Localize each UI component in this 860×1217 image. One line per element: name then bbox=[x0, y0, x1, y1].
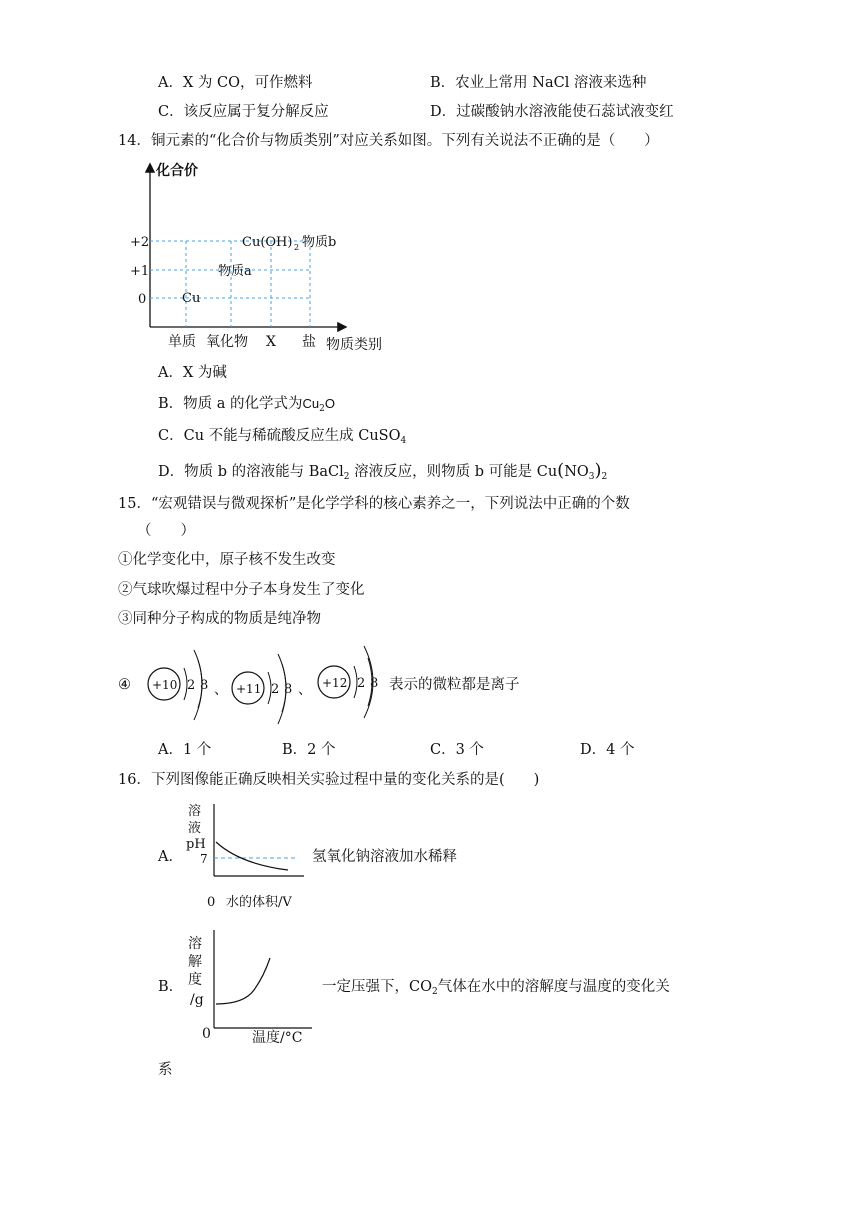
q16-graph-a bbox=[180, 798, 310, 890]
q14-valence-chart bbox=[120, 155, 410, 355]
q13-option-a: A．X 为 CO，可作燃料 bbox=[158, 75, 313, 91]
q15-option-b: B．2 个 bbox=[282, 742, 336, 758]
q15-statement-4-text: 表示的微粒都是离子 bbox=[389, 677, 520, 693]
svg-text:+11: +11 bbox=[236, 682, 262, 696]
q14-option-d: D．物质 b 的溶液能与 BaCl$_2$ 溶液反应，则物质 b 可能是 $Cu(NO_3)_2$ bbox=[158, 460, 608, 482]
svg-text:2: 2 bbox=[357, 676, 366, 691]
svg-text:/g: /g bbox=[190, 992, 204, 1008]
q14-xtick-salt: 盐 bbox=[302, 334, 316, 350]
q14-point-a: 物质a bbox=[218, 264, 252, 279]
q14-x-label: 物质类别 bbox=[326, 337, 382, 353]
q16-option-b-text-wrap: 系 bbox=[158, 1062, 173, 1078]
q16-option-b-label: B． bbox=[158, 979, 184, 995]
q15-option-c: C．3 个 bbox=[430, 742, 484, 758]
q14-xtick-oxide: 氧化物 bbox=[206, 334, 248, 350]
q15-stem-paren: （ ） bbox=[137, 523, 195, 539]
q14-point-b: 物质b bbox=[302, 235, 337, 250]
atom-separator-2: 、 bbox=[298, 682, 312, 698]
q14-option-b: B．物质 a 的化学式为$Cu_2O$ bbox=[158, 396, 336, 414]
q15-statement-4-marker: ④ bbox=[118, 677, 131, 693]
svg-text:8: 8 bbox=[284, 682, 293, 697]
q16-option-b-text: 一定压强下，$CO_2$气体在水中的溶解度与温度的变化关 bbox=[322, 979, 670, 997]
q15-option-a: A．1 个 bbox=[158, 742, 212, 758]
svg-text:pH: pH bbox=[186, 837, 206, 852]
q15-statement-2: ②气球吹爆过程中分子本身发生了变化 bbox=[118, 582, 365, 598]
svg-text:8: 8 bbox=[370, 676, 379, 691]
svg-text:+10: +10 bbox=[152, 678, 178, 692]
q14-option-c: C．Cu 不能与稀硫酸反应生成 CuSO$_4$ bbox=[158, 428, 407, 446]
q14-grid bbox=[150, 241, 310, 327]
q15-atom-diagrams bbox=[134, 642, 394, 726]
q16-option-a-label: A． bbox=[158, 849, 183, 865]
q14-y-label: 化合价 bbox=[156, 163, 198, 179]
svg-text:0: 0 bbox=[202, 1026, 211, 1042]
q16-graph-a-xlabel: 水的体积/V bbox=[226, 895, 292, 910]
q16-graph-b-xlabel: 温度/°C bbox=[252, 1030, 303, 1046]
q13-option-d: D．过碳酸钠水溶液能使石蕊试液变红 bbox=[430, 104, 674, 120]
svg-text:解: 解 bbox=[188, 954, 202, 970]
svg-text:度: 度 bbox=[188, 972, 202, 988]
svg-text:+12: +12 bbox=[322, 676, 348, 690]
q14-tick-zero: 0 bbox=[138, 292, 147, 307]
q14-tick-plus1: +1 bbox=[130, 264, 150, 279]
q14-option-a: A．X 为碱 bbox=[158, 365, 227, 381]
q14-point-cuoh2: Cu(OH) bbox=[242, 235, 293, 250]
q14-point-cu: Cu bbox=[182, 291, 201, 306]
svg-text:7: 7 bbox=[200, 852, 208, 866]
svg-text:溶: 溶 bbox=[188, 804, 202, 819]
svg-text:8: 8 bbox=[200, 678, 209, 693]
q13-option-b: B．农业上常用 NaCl 溶液来选种 bbox=[430, 75, 647, 91]
q15-stem: 15．“宏观错误与微观探析”是化学学科的核心素养之一，下列说法中正确的个数 bbox=[118, 496, 630, 512]
q14-point-cuoh2-sub: 2 bbox=[294, 243, 300, 252]
q16-option-a-text: 氢氧化钠溶液加水稀释 bbox=[312, 849, 457, 865]
q13-option-c: C．该反应属于复分解反应 bbox=[158, 104, 329, 120]
q15-statement-3: ③同种分子构成的物质是纯净物 bbox=[118, 611, 321, 627]
q14-xtick-elemental: 单质 bbox=[168, 334, 196, 350]
q16-stem: 16．下列图像能正确反映相关实验过程中量的变化关系的是( ) bbox=[118, 772, 540, 788]
atom-separator-1: 、 bbox=[214, 682, 228, 698]
q16-graph-a-origin: 0 bbox=[207, 895, 216, 910]
atom-structure-3 bbox=[318, 646, 378, 718]
svg-text:2: 2 bbox=[187, 678, 196, 693]
q15-option-d: D．4 个 bbox=[580, 742, 635, 758]
q14-tick-plus2: +2 bbox=[130, 235, 150, 250]
q14-stem: 14．铜元素的“化合价与物质类别”对应关系如图。下列有关说法不正确的是（ ） bbox=[118, 133, 659, 149]
svg-text:液: 液 bbox=[188, 821, 202, 836]
q14-xtick-x: X bbox=[266, 334, 276, 350]
atom-structure-1 bbox=[148, 650, 208, 720]
svg-text:2: 2 bbox=[271, 682, 280, 697]
q15-statement-1: ①化学变化中，原子核不发生改变 bbox=[118, 552, 336, 568]
atom-structure-2 bbox=[232, 654, 292, 724]
svg-text:溶: 溶 bbox=[188, 936, 202, 952]
